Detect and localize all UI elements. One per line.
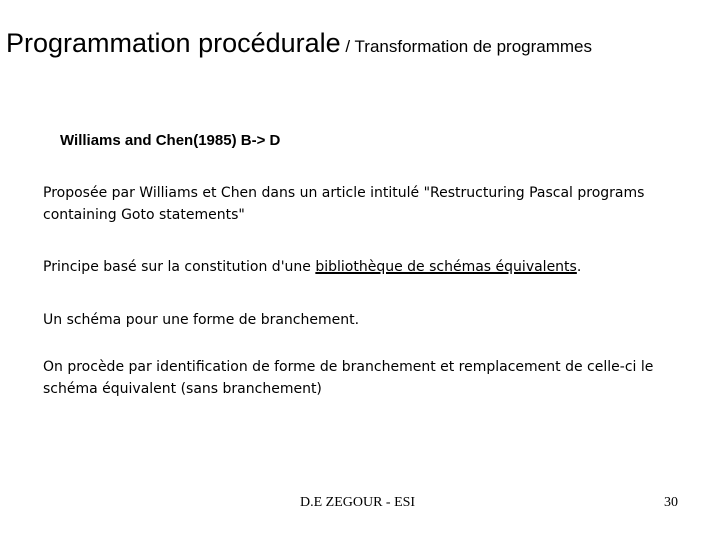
principle-text: Principe basé sur la constitution d'une	[43, 259, 316, 275]
paragraph-schema: Un schéma pour une forme de branchement.	[43, 312, 360, 328]
slide-title	[6, 28, 592, 59]
principle-underlined-text: bibliothèque de schémas équivalents	[315, 259, 577, 275]
paragraph-procedure: On procède par identification de forme de branchement et remplacement de celle-ci le schéma équivalent (sans branchement)	[43, 359, 654, 397]
title-subtitle: / Transformation de programmes	[340, 37, 592, 56]
title-main: Programmation procédurale	[6, 28, 341, 58]
paragraph-principle	[43, 256, 693, 278]
footer-author: D.E ZEGOUR - ESI	[300, 495, 416, 510]
page-number: 30	[664, 495, 678, 510]
section-heading: Williams and Chen(1985) B-> D	[60, 132, 281, 149]
principle-period: .	[576, 259, 582, 275]
paragraph-article: Proposée par Williams et Chen dans un article intitulé "Restructuring Pascal programs containing Goto statements"	[43, 185, 645, 223]
